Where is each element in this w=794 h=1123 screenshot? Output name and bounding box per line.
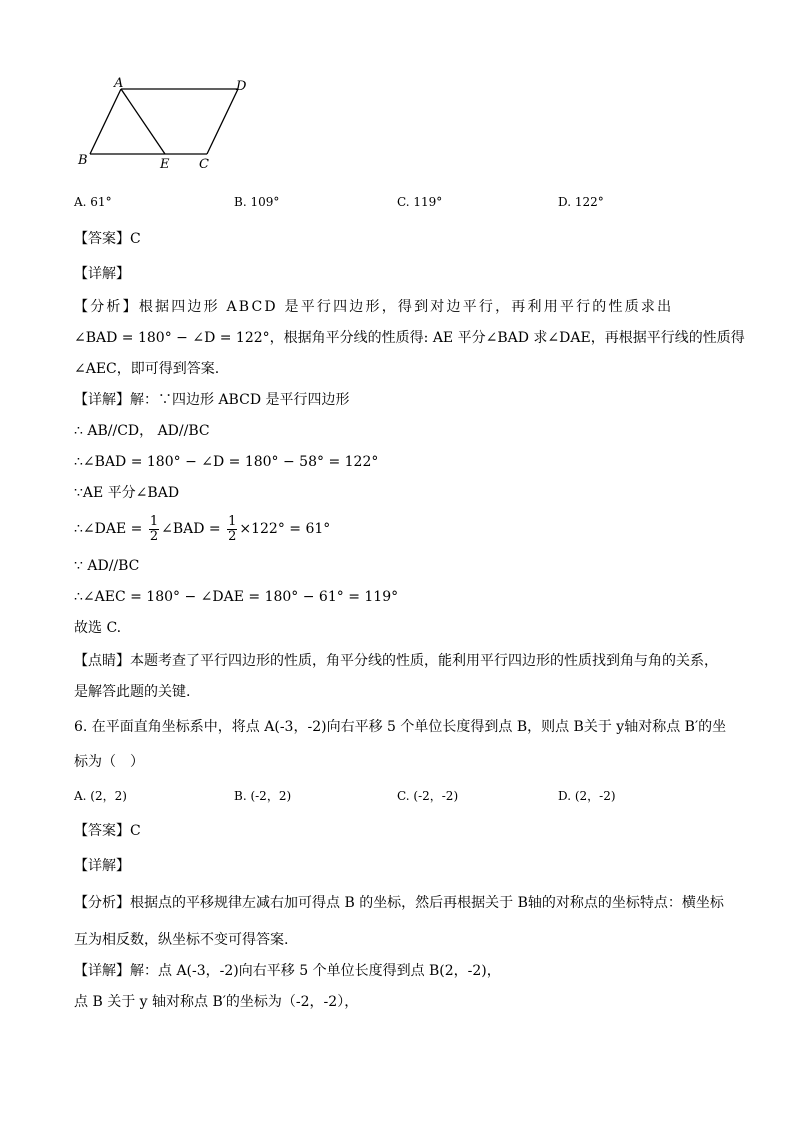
analysis-text: 根据四边形 ABCD 是平行四边形，得到对边平行，再利用平行的性质求出 [138, 299, 674, 315]
q6-option-d: D. (2，-2) [558, 789, 616, 803]
eq-lhs: ∴∠DAE = [74, 521, 143, 537]
q5-analysis-line-3: ∠AEC，即可得到答案. [74, 361, 220, 377]
q5-comment-line-1 [74, 651, 718, 671]
answer-tag: 【答案】 [74, 231, 130, 247]
q5-option-b: B. 109° [234, 195, 280, 209]
q5-solution-line-2: ∴ AB//CD， AD//BC [74, 423, 210, 439]
analysis-tag: 【分析】 [74, 895, 130, 911]
answer-tag: 【答案】 [74, 823, 130, 839]
q5-solution-line-8: 故选 C. [74, 620, 122, 636]
fraction-denominator: 2 [149, 528, 159, 544]
comment-tag: 【点睛】 [74, 653, 130, 669]
solution-tag: 【详解】 [74, 392, 130, 408]
fraction-numerator: 1 [228, 513, 237, 529]
q5-solution-line-1 [74, 390, 350, 410]
q5-analysis-line-2 [74, 328, 745, 348]
fraction-half [227, 515, 237, 544]
q5-analysis-line-1 [74, 297, 673, 317]
q5-option-a: A. 61° [74, 195, 112, 209]
segment-ae [121, 89, 165, 154]
comment-text: 本题考查了平行四边形的性质，角平分线的性质，能利用平行四边形的性质找到角与角的关系， [130, 653, 718, 669]
q6-analysis-line-1 [74, 893, 724, 913]
answer-value: C [130, 231, 141, 247]
q5-solution-line-4: ∵AE 平分∠BAD [74, 485, 180, 501]
q6-analysis-line-2: 互为相反数，纵坐标不变可得答案. [74, 932, 289, 948]
fraction-half [149, 515, 159, 544]
parallelogram-figure [70, 72, 270, 172]
q6-solution-line-2: 点 B 关于 y 轴对称点 B′的坐标为（-2，-2）， [74, 994, 359, 1010]
q6-detail-heading: 【详解】 [74, 858, 130, 874]
analysis-tag: 【分析】 [74, 299, 139, 315]
q5-option-d: D. 122° [558, 195, 604, 209]
segment-cd [207, 89, 238, 154]
answer-value: C [130, 823, 141, 839]
segment-ab [90, 89, 121, 154]
eq-mid: ∠BAD = [161, 521, 221, 537]
q5-comment-line-2: 是解答此题的关键. [74, 684, 191, 700]
solution-tag: 【详解】 [74, 963, 130, 979]
q5-answer [74, 229, 141, 249]
q6-option-c: C. (-2，-2) [397, 789, 459, 803]
label-c: C [199, 157, 209, 172]
label-b: B [78, 153, 88, 168]
analysis-text: 根据点的平移规律左减右加可得点 B 的坐标，然后再根据关于 B轴的对称点的坐标特点：横坐标 [130, 895, 724, 911]
q6-option-b: B. (-2，2) [234, 789, 292, 803]
q5-option-c: C. 119° [397, 195, 443, 209]
q5-solution-line-7: ∴∠AEC = 180° − ∠DAE = 180° − 61° = 119° [74, 589, 399, 605]
q6-solution-line-1 [74, 961, 501, 981]
label-d: D [236, 79, 247, 94]
q5-solution-line-3: ∴∠BAD = 180° − ∠D = 180° − 58° = 122° [74, 454, 379, 470]
label-a: A [114, 76, 124, 91]
q5-solution-line-6: ∵ AD//BC [74, 558, 140, 574]
fraction-denominator: 2 [228, 528, 237, 544]
label-e: E [160, 157, 170, 172]
q5-detail-heading: 【详解】 [74, 266, 130, 282]
q5-solution-line-5 [74, 512, 330, 546]
q6-question-line-1: 6. 在平面直角坐标系中，将点 A(-3，-2)向右平移 5 个单位长度得到点 B，则点 B关于 y轴对称点 B′的坐 [74, 719, 727, 735]
q6-option-a: A. (2，2) [74, 789, 127, 803]
analysis-equation: ∠BAD = 180° − ∠D = 122° [74, 330, 270, 346]
fraction-numerator: 1 [149, 513, 159, 529]
q6-question-line-2: 标为（ ） [74, 754, 144, 770]
analysis-text: ，根据角平分线的性质得: AE 平分∠BAD 求∠DAE，再根据平行线的性质得 [269, 330, 745, 346]
solution-text: 解：点 A(-3，-2)向右平移 5 个单位长度得到点 B(2，-2)， [130, 963, 501, 979]
q6-answer [74, 821, 141, 841]
eq-rhs: ×122° = 61° [239, 521, 331, 537]
solution-text: 解：∵四边形 ABCD 是平行四边形 [130, 392, 350, 408]
